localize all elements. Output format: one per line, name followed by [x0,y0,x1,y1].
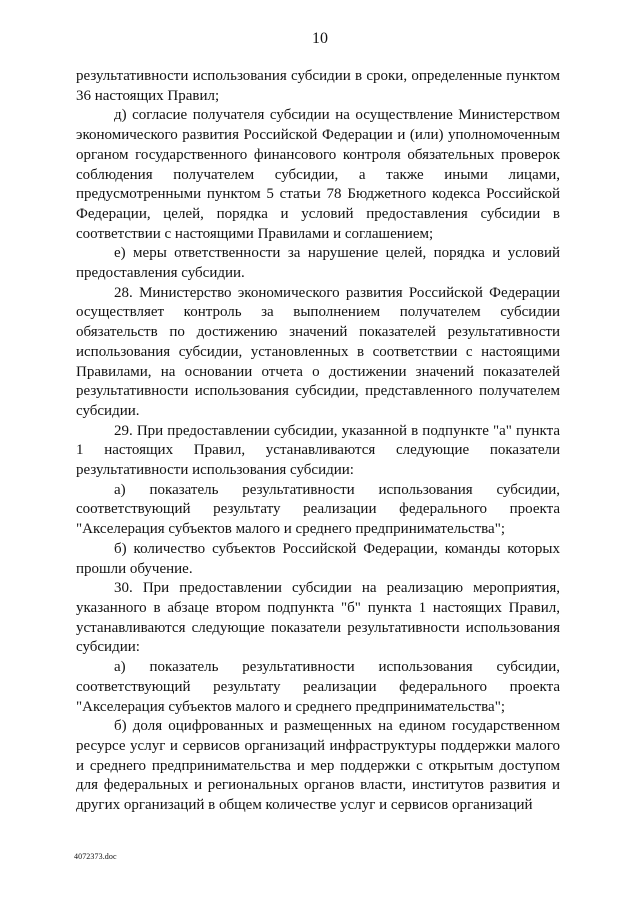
document-body [76,67,560,816]
paragraph-item-e: е) меры ответственности за нарушение целей, порядка и условий предоставления субсидии. [76,245,560,282]
paragraph-clause-29-item-a: а) показатель результативности использования субсидии, соответствующий результату реализации федерального проекта "Акселерация субъектов малого и среднего предпринимательства"; [76,481,560,538]
page-number: 10 [312,30,328,47]
paragraph-item-d: д) согласие получателя субсидии на осуществление Министерством экономического развития Российской Федерации и (или) уполномоченным органом государственного финансового контроля обязательных проверок соблюдения получателем субсидии, а также иными лицами, предусмотренными пунктом 5 статьи 78 Бюджетного кодекса Российской Федерации, целей, порядка и условий предоставления субсидии в соответствии с настоящими Правилами и соглашением; [76,107,560,242]
paragraph-clause-28: 28. Министерство экономического развития Российской Федерации осуществляет контроль за выполнением получателем субсидии обязательств по достижению значений показателей результативности использования субсидии, установленных в соответствии с настоящими Правилами, на основании отчета о достижении значений показателей результативности использования субсидии, представленного получателем субсидии. [76,284,560,419]
paragraph-clause-30-item-b: б) доля оцифрованных и размещенных на едином государственном ресурсе услуг и сервисов организаций инфраструктуры поддержки малого и среднего предпринимательства и мер поддержки с открытым доступом для федеральных и региональных органов власти, институтов развития и других организаций в общем количестве услуг и сервисов организаций [76,718,560,814]
paragraph-continuation: результативности использования субсидии в сроки, определенные пунктом 36 настоящих Правил; [76,68,560,104]
paragraph-clause-29-item-b: б) количество субъектов Российской Федерации, команды которых прошли обучение. [76,540,560,577]
paragraph-clause-30-item-a: а) показатель результативности использования субсидии, соответствующий результату реализации федерального проекта "Акселерация субъектов малого и среднего предпринимательства"; [76,659,560,715]
paragraph-clause-29: 29. При предоставлении субсидии, указанной в подпункте "а" пункта 1 настоящих Правил, устанавливаются следующие показатели результативности использования субсидии: [76,422,560,479]
file-reference: 4072373.doc [74,852,117,861]
paragraph-clause-30: 30. При предоставлении субсидии на реализацию мероприятия, указанного в абзаце втором подпункта "б" пункта 1 настоящих Правил, устанавливаются следующие показатели результативности использования субсидии: [76,580,560,656]
